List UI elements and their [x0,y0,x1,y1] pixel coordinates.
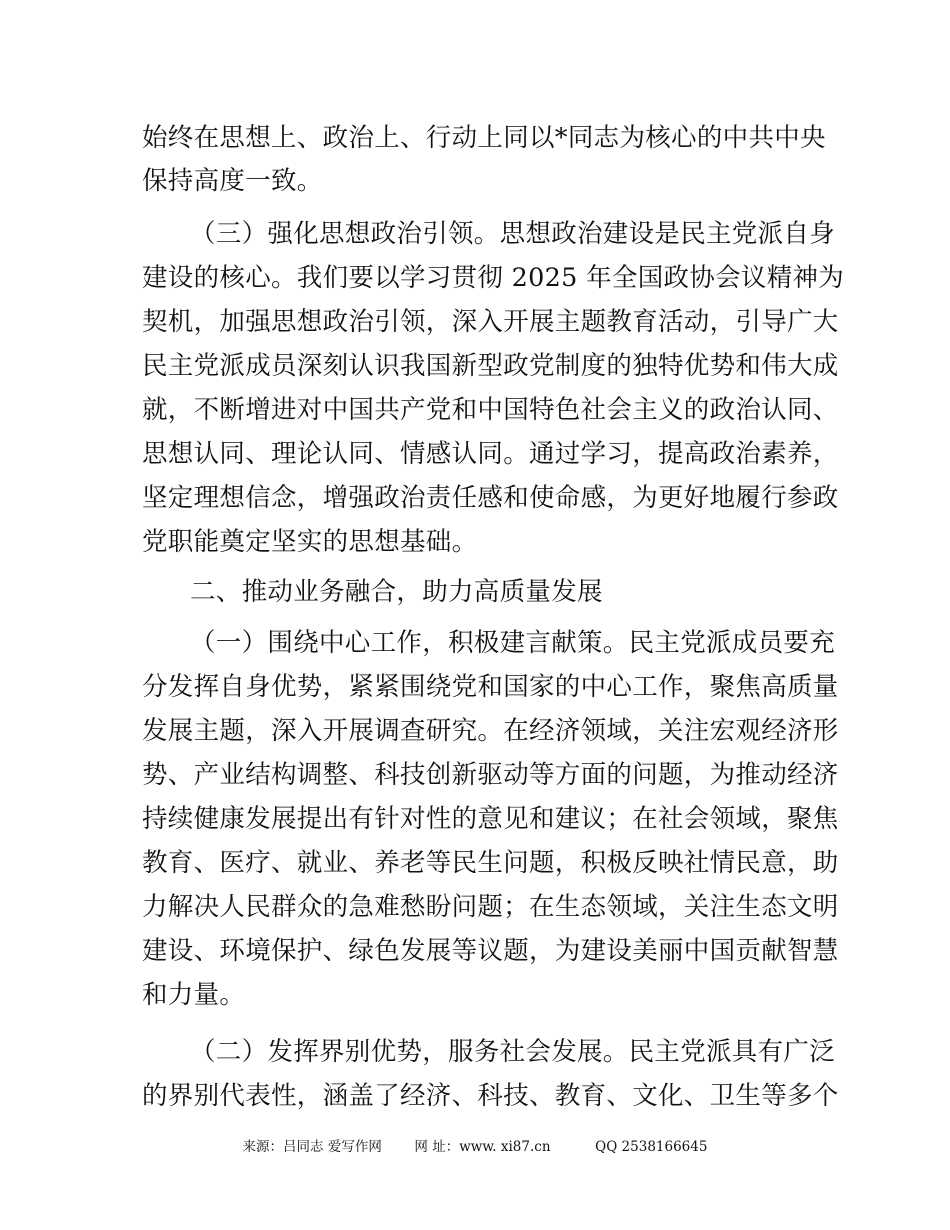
text-line: 的界别代表性，涵盖了经济、科技、教育、文化、卫生等多个 [142,1081,839,1111]
text-line: 持续健康发展提出有针对性的意见和建议；在社会领域，聚焦 [142,804,839,834]
text-line: 就，不断增进对中国共产党和中国特色社会主义的政治认同、 [142,395,839,425]
footer-qq: QQ 2538166645 [595,1139,708,1155]
text-line: 教育、医疗、就业、养老等民生问题，积极反映社情民意，助 [142,848,839,878]
text-line: 势、产业结构调整、科技创新驱动等方面的问题，为推动经济 [142,760,839,790]
page-footer [0,1137,950,1157]
text-line: 契机，加强思想政治引领，深入开展主题教育活动，引导广大 [142,307,839,337]
section-heading: 二、推动业务融合，助力高质量发展 [190,577,603,607]
paragraph-start-line: （一）围绕中心工作，积极建言献策。民主党派成员要充 [190,628,836,658]
text-line: 始终在思想上、政治上、行动上同以*同志为核心的中共中央 [142,123,826,153]
paragraph-start-line: （三）强化思想政治引领。思想政治建设是民主党派自身 [190,219,836,249]
text-line: 分发挥自身优势，紧紧围绕党和国家的中心工作，聚焦高质量 [142,672,839,702]
text-line: 党职能奠定坚实的思想基础。 [142,527,478,557]
text-line: 建设的核心。我们要以学习贯彻 2025 年全国政协会议精神为 [142,263,845,293]
footer-website: 网 址：www. xi87.cn [414,1139,551,1155]
text-line: 发展主题，深入开展调查研究。在经济领域，关注宏观经济形 [142,716,839,746]
text-line: 力解决人民群众的急难愁盼问题；在生态领域，关注生态文明 [142,892,839,922]
footer-source: 来源：吕同志 爱写作网 [242,1139,382,1155]
text-line: 坚定理想信念，增强政治责任感和使命感，为更好地履行参政 [142,483,839,513]
paragraph-start-line: （二）发挥界别优势，服务社会发展。民主党派具有广泛 [190,1037,836,1067]
text-line: 和力量。 [142,980,246,1010]
text-line: 建设、环境保护、绿色发展等议题，为建设美丽中国贡献智慧 [142,936,839,966]
text-line: 民主党派成员深刻认识我国新型政党制度的独特优势和伟大成 [142,351,839,381]
text-line: 思想认同、理论认同、情感认同。通过学习，提高政治素养， [142,439,839,469]
text-line: 保持高度一致。 [142,166,323,196]
